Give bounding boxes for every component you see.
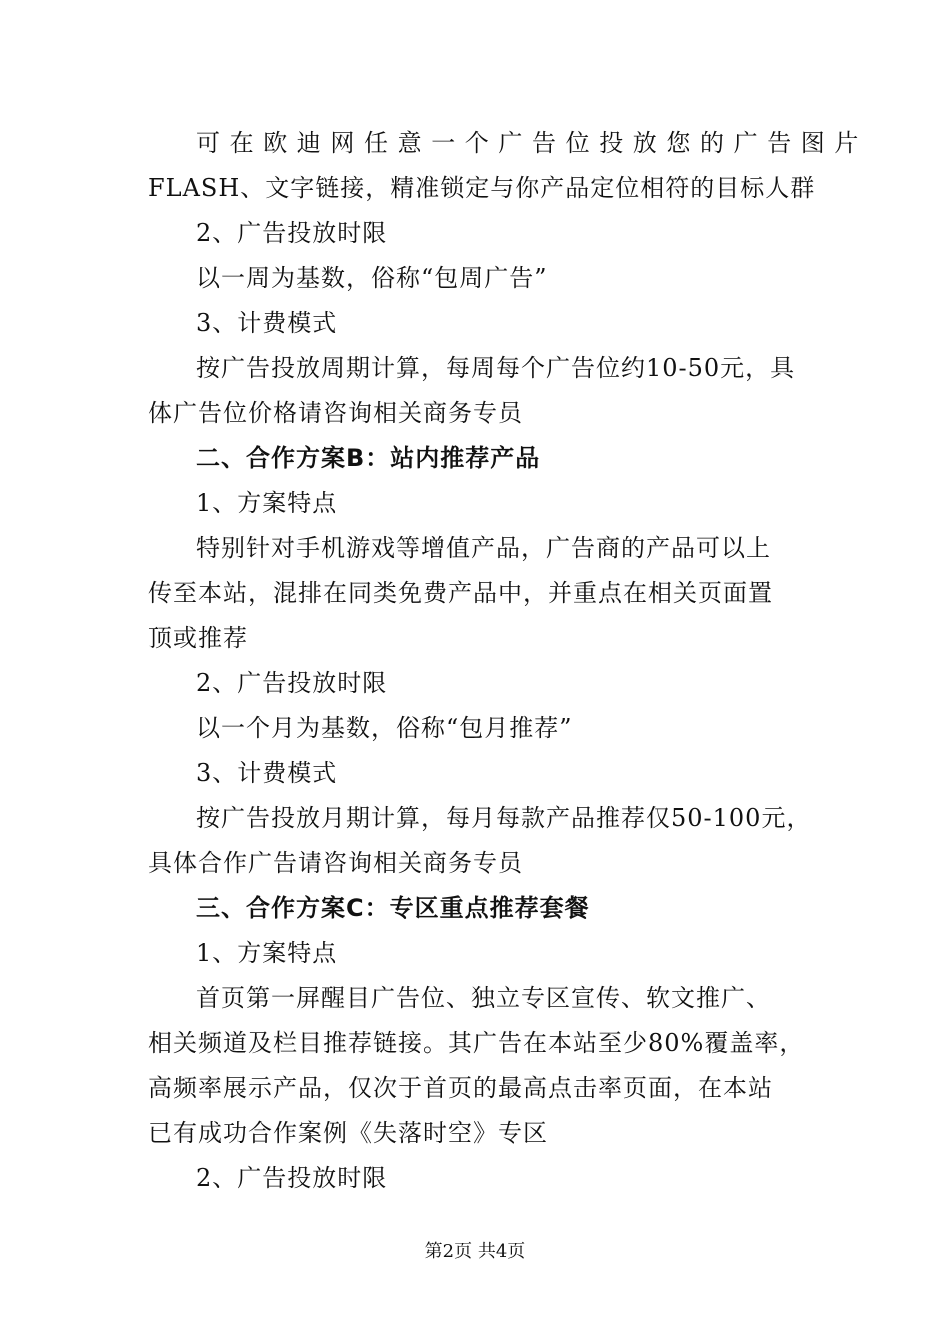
paragraph-line: 以一周为基数，俗称“包周广告” <box>196 264 548 292</box>
page-number: 第2页 共4页 <box>424 1241 526 1262</box>
paragraph-line: 可在欧迪网任意一个广告位投放您的广告图片 <box>196 129 868 157</box>
list-heading: 1、方案特点 <box>196 939 338 967</box>
paragraph-line: 特别针对手机游戏等增值产品，广告商的产品可以上 <box>196 534 771 562</box>
list-heading: 3、计费模式 <box>196 309 338 337</box>
section-heading: 三、合作方案C：专区重点推荐套餐 <box>196 894 590 922</box>
paragraph-line: FLASH、文字链接，精准锁定与你产品定位相符的目标人群 <box>148 174 816 202</box>
list-heading: 2、广告投放时限 <box>196 669 388 697</box>
list-heading: 3、计费模式 <box>196 759 338 787</box>
paragraph-line: 传至本站，混排在同类免费产品中，并重点在相关页面置 <box>148 579 773 607</box>
paragraph-line: 已有成功合作案例《失落时空》专区 <box>148 1119 548 1147</box>
paragraph-line: 首页第一屏醒目广告位、独立专区宣传、软文推广、 <box>196 984 771 1012</box>
paragraph-line: 以一个月为基数，俗称“包月推荐” <box>196 714 573 742</box>
list-heading: 2、广告投放时限 <box>196 1164 388 1192</box>
paragraph-line: 按广告投放月期计算，每月每款产品推荐仅50-100元， <box>196 804 812 832</box>
paragraph-line: 具体合作广告请咨询相关商务专员 <box>148 849 523 877</box>
paragraph-line: 体广告位价格请咨询相关商务专员 <box>148 399 523 427</box>
list-heading: 1、方案特点 <box>196 489 338 517</box>
paragraph-line: 顶或推荐 <box>148 624 248 652</box>
section-heading: 二、合作方案B：站内推荐产品 <box>196 444 541 472</box>
paragraph-line: 按广告投放周期计算，每周每个广告位约10-50元，具 <box>196 354 796 382</box>
paragraph-line: 高频率展示产品，仅次于首页的最高点击率页面，在本站 <box>148 1074 773 1102</box>
paragraph-line: 相关频道及栏目推荐链接。其广告在本站至少80%覆盖率， <box>148 1029 805 1057</box>
list-heading: 2、广告投放时限 <box>196 219 388 247</box>
